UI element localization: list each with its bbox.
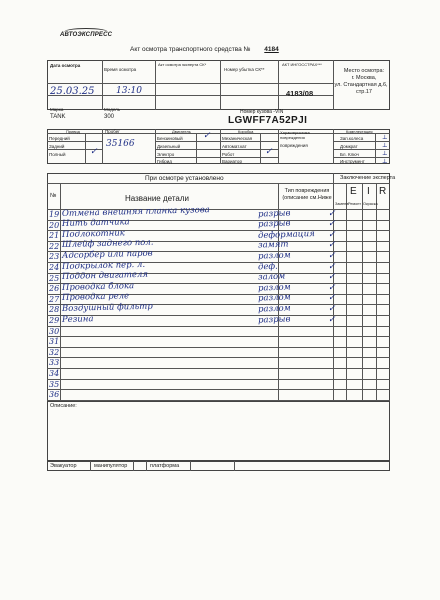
row-number: 34 bbox=[49, 369, 60, 378]
row-number: 21 bbox=[49, 231, 60, 241]
table-row-line bbox=[47, 347, 390, 348]
drive-full-check: ✓ bbox=[90, 147, 98, 157]
mileage-value: 35166 bbox=[106, 139, 135, 149]
kit-head: Комплектация bbox=[346, 129, 373, 134]
sub-repair: Ремонт bbox=[348, 202, 362, 206]
company-logo: АВТОЭКСПРЕСС bbox=[60, 28, 112, 44]
row-part-name: Проводка блока bbox=[61, 280, 135, 293]
row-damage-type: разлом bbox=[257, 282, 291, 294]
col-i: I bbox=[367, 186, 370, 197]
row-damage-type: разлом bbox=[257, 250, 291, 262]
col-e: E bbox=[350, 186, 357, 197]
model-value: 300 bbox=[104, 114, 115, 120]
row-replace-check: ✓ bbox=[328, 250, 336, 261]
row-number: 28 bbox=[49, 305, 60, 315]
ingosstrakh-value: 4183/08 bbox=[286, 89, 314, 98]
section-head: При осмотре установлено bbox=[145, 175, 224, 182]
row-part-name: Шлейф заднего пол. bbox=[61, 237, 154, 251]
engine-electric: Электро bbox=[157, 152, 175, 157]
conclusion-head: Заключение эксперта bbox=[340, 175, 396, 181]
time-label: Время осмотра bbox=[104, 67, 137, 72]
row-part-name: Нить датчика bbox=[61, 217, 130, 230]
row-number: 19 bbox=[49, 210, 60, 219]
make-value: TANK bbox=[50, 114, 66, 120]
row-part-name: Поддон двигателя bbox=[61, 269, 149, 283]
table-row-line bbox=[47, 379, 390, 380]
platform-label: платформа bbox=[150, 463, 180, 469]
row-number: 26 bbox=[49, 284, 60, 294]
kit-marks: ⊥ ⊥ ⊥ ⊥ bbox=[382, 134, 388, 165]
gear-auto: Автомат.кат bbox=[222, 144, 247, 149]
sub-replace: Замена bbox=[335, 202, 349, 206]
options-table bbox=[47, 129, 390, 164]
col-damage-type: Тип повреждения (описание см.Ниже bbox=[282, 188, 332, 201]
sub-paint: Окраска bbox=[363, 202, 378, 206]
loss-number-label: Номер убытка СК** bbox=[224, 67, 265, 72]
row-number: 27 bbox=[49, 294, 60, 304]
row-damage-type: разлом bbox=[257, 292, 291, 304]
row-replace-check: ✓ bbox=[328, 229, 336, 240]
row-damage-type: разлом bbox=[257, 303, 291, 315]
row-number: 24 bbox=[49, 263, 60, 272]
date-label: Дата осмотра bbox=[50, 63, 81, 68]
engine-petrol-check: ✓ bbox=[203, 131, 211, 141]
inspection-place: Место осмотра: г. Москва, ул. Стандартная д.6, стр.17 bbox=[334, 68, 388, 95]
row-part-name: Проводка реле bbox=[61, 291, 130, 304]
damage-head: Характеристика повреждения bbox=[280, 130, 310, 140]
row-part-name: Воздушный фильтр bbox=[61, 301, 153, 314]
row-number: 29 bbox=[49, 316, 60, 325]
row-replace-check: ✓ bbox=[328, 272, 336, 283]
row-damage-type: замят bbox=[257, 239, 289, 251]
row-part-name: Отмена внешняя планка кузова bbox=[61, 204, 210, 219]
gear-variator: Вариатор bbox=[222, 159, 242, 164]
gear-robot: Робот bbox=[222, 152, 235, 157]
damage-value: повреждения bbox=[280, 143, 308, 148]
row-number: 31 bbox=[49, 337, 60, 347]
engine-hybrid: Гибрид bbox=[157, 159, 172, 164]
row-part-name: Подлокотник bbox=[61, 228, 125, 240]
drive-full: Полный bbox=[49, 152, 66, 157]
expert-act-label: Акт осмотра эксперта СК* bbox=[158, 62, 207, 67]
engine-diesel: Дизельный bbox=[157, 144, 181, 149]
row-replace-check: ✓ bbox=[328, 314, 336, 325]
date-value: 25.03.25 bbox=[50, 86, 95, 97]
row-damage-type: залом bbox=[257, 271, 286, 283]
row-number: 33 bbox=[49, 358, 60, 368]
description-label: Описание: bbox=[50, 403, 77, 409]
col-part-name: Название детали bbox=[125, 194, 189, 203]
gearbox-head: Коробка bbox=[238, 129, 254, 134]
drive-head: Привод bbox=[66, 129, 80, 134]
row-damage-type: разрыв bbox=[257, 313, 291, 326]
row-replace-check: ✓ bbox=[328, 240, 336, 251]
description-box bbox=[47, 401, 390, 461]
table-row-line bbox=[47, 326, 390, 327]
drive-rear: Задний bbox=[49, 144, 65, 149]
vin-label: Номер кузова -VIN bbox=[240, 109, 284, 115]
kit-tools: Инструмент bbox=[340, 159, 365, 164]
gear-manual: Механическая bbox=[222, 136, 253, 141]
gear-robot-check: ✓ bbox=[265, 147, 273, 157]
row-replace-check: ✓ bbox=[328, 208, 336, 219]
row-replace-check: ✓ bbox=[328, 261, 336, 272]
col-r: R bbox=[379, 186, 387, 197]
table-row-line bbox=[47, 357, 390, 358]
vin-value: LGWFF7A52PJI bbox=[228, 115, 308, 126]
row-number: 20 bbox=[49, 220, 60, 230]
table-row-line bbox=[47, 368, 390, 369]
row-part-name: Адсорбер или паров bbox=[61, 248, 153, 261]
row-number: 23 bbox=[49, 252, 60, 262]
model-label: Модель bbox=[104, 107, 121, 112]
row-replace-check: ✓ bbox=[328, 282, 336, 293]
row-replace-check: ✓ bbox=[328, 293, 336, 304]
row-part-name: Подкрылок пер. л. bbox=[61, 259, 146, 272]
engine-head: Двигатель bbox=[172, 129, 191, 134]
manipulator-label: манипулятор bbox=[94, 463, 128, 469]
act-number: 4184 bbox=[264, 46, 279, 53]
table-row-line bbox=[47, 336, 390, 337]
evacuator-label: Эвакуатор bbox=[50, 463, 77, 469]
ingosstrakh-label: АКТ ИНГОССТРАХ*** bbox=[282, 62, 322, 67]
row-number: 36 bbox=[49, 390, 60, 400]
row-damage-type: разрыв bbox=[257, 218, 291, 230]
row-damage-type: деформация bbox=[257, 228, 315, 241]
row-damage-type: разрыв bbox=[257, 207, 291, 220]
kit-wrench: Бл. Ключ bbox=[340, 152, 359, 157]
row-replace-check: ✓ bbox=[328, 303, 336, 314]
row-number: 22 bbox=[49, 241, 60, 251]
page-title: Акт осмотра транспортного средства № 4184 bbox=[130, 46, 279, 53]
drive-front: Передний bbox=[49, 136, 70, 141]
table-row-line bbox=[47, 315, 390, 316]
row-number: 32 bbox=[49, 347, 60, 357]
table-row-line bbox=[47, 389, 390, 390]
row-replace-check: ✓ bbox=[328, 219, 336, 230]
engine-petrol: Бензиновый bbox=[157, 136, 183, 141]
make-label: Марка bbox=[50, 107, 64, 112]
kit-jack: Домкрат bbox=[340, 144, 358, 149]
col-number: № bbox=[50, 193, 57, 199]
row-damage-type: деф. bbox=[257, 261, 278, 272]
row-number: 35 bbox=[49, 379, 60, 389]
row-number: 25 bbox=[49, 273, 60, 283]
mileage-label: Пробег bbox=[105, 129, 120, 134]
row-number: 30 bbox=[49, 326, 60, 336]
kit-spare: Зап.колеса bbox=[340, 136, 364, 141]
row-part-name: Резина bbox=[61, 313, 94, 325]
time-value: 13:10 bbox=[116, 86, 142, 96]
